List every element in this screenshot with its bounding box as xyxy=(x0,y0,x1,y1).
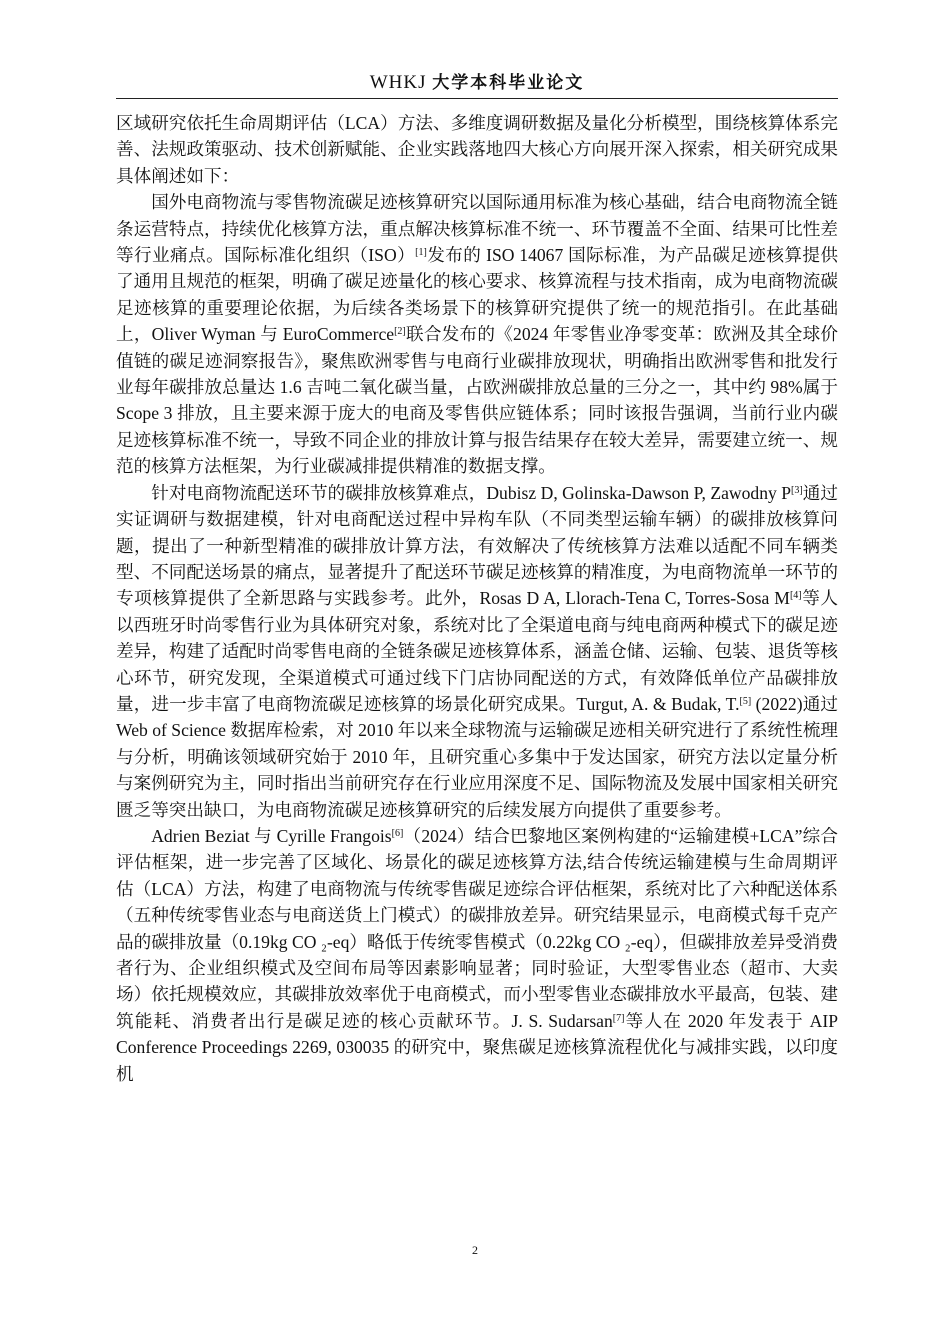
body-text xyxy=(116,110,838,1087)
paragraph-text: 针对电商物流配送环节的碳排放核算难点，Dubisz D, Golinska-Dawson P, Zawodny P xyxy=(151,482,792,503)
paragraph-text: 等人在 2020 年发表于 AIP Conference Proceedings 2269, 030035 的研究中，聚焦碳足迹核算流程优化与减排实践，以印度机 xyxy=(116,1010,838,1084)
citation-marker: [4] xyxy=(789,590,802,602)
citation-marker: [5] xyxy=(739,695,752,707)
paragraph-text: 等人以西班牙时尚零售行业为具体研究对象，系统对比了全渠道电商与纯电商两种模式下的碳足迹差异，构建了适配时尚零售电商的全链条碳足迹核算体系，涵盖仓储、运输、包装、退货等核心环节，研究发现，全渠道模式可通过线下门店协同配送的方式，有效降低单位产品碳排放量，进一步丰富了电商物流碳足迹核算的场景化研究成果。Turgut, A. & Budak, T. xyxy=(116,588,838,714)
page-header xyxy=(116,68,838,99)
header-title: 大学本科毕业论文 xyxy=(432,73,585,93)
citation-marker: [3] xyxy=(791,484,803,496)
paragraph-text: （2024）结合巴黎地区案例构建的“运输建模+LCA”综合评估框架，进一步完善了区域化、场景化的碳足迹核算方法,结合传统运输建模与生命周期评估（LCA）方法，构建了电商物流与传统零售碳足迹综合评估框架，系统对比了六种配送体系（五种传统零售业态与电商送货上门模式）的碳排放差异。研究结果显示，电商模式每千克产品的碳排放量（0.19kg CO ₂-eq）略低于传统零售模式（0.22kg CO ₂-eq），但碳排放差异受消费者行为、企业组织模式及空间布局等因素影响显著；同时验证，大型零售业态（超市、大卖场）依托规模效应，其碳排放效率优于电商模式，而小型零售业态碳排放水平最高，包装、建筑能耗、消费者出行是碳足迹的核心贡献环节。J. S. Sudarsan xyxy=(116,825,838,1031)
paragraph-text: 区域研究依托生命周期评估（LCA）方法、多维度调研数据及量化分析模型，围绕核算体系完善、法规政策驱动、技术创新赋能、企业实践落地四大核心方向展开深入探索，相关研究成果具体阐述如下： xyxy=(116,113,838,186)
header-latin: WHKJ xyxy=(369,72,427,93)
paragraph-text: Adrien Beziat 与 Cyrille Frangois xyxy=(151,825,392,846)
citation-marker: [1] xyxy=(415,247,427,259)
citation-marker: [2] xyxy=(394,326,406,338)
paragraph-text: (2022)通过 Web of Science 数据库检索，对 2010 年以来全球物流与运输碳足迹相关研究进行了系统性梳理与分析，明确该领域研究始于 2010 年，且研究重心多集中于发达国家，研究方法以定量分析与案例研究为主，同时指出当前研究存在行业应用深度不足、国际物流及发展中国家相关研究匮乏等突出缺口，为电商物流碳足迹核算研究的后续发展方向提供了重要参考。 xyxy=(116,693,838,820)
paragraph-text: 国外电商物流与零售物流碳足迹核算研究以国际通用标准为核心基础，结合电商物流全链条运营特点，持续优化核算方法，重点解决核算标准不统一、环节覆盖不全面、结果可比性差等行业痛点。国际标准化组织（ISO） xyxy=(116,192,838,266)
citation-marker: [7] xyxy=(612,1012,625,1024)
citation-marker: [6] xyxy=(391,827,404,839)
paragraph-text: 发布的 ISO 14067 国际标准，为产品碳足迹核算提供了通用且规范的框架，明确了碳足迹量化的核心要求、核算流程与技术指南，成为电商物流碳足迹核算的重要理论依据，为后续各类场景下的核算研究提供了统一的规范指引。在此基础上，Oliver Wyman 与 EuroCommerce xyxy=(116,245,838,345)
paragraph xyxy=(116,189,838,479)
paragraph-text: 联合发布的《2024 年零售业净零变革：欧洲及其全球价值链的碳足迹洞察报告》，聚焦欧洲零售与电商行业碳排放现状，明确指出欧洲零售和批发行业每年碳排放总量达 1.6 吉吨二氧化碳当量，占欧洲碳排放总量的三分之一，其中约 98%属于 Scope 3 排放，且主要来源于庞大的电商及零售供应链体系；同时该报告强调，当前行业内碳足迹核算标准不统一，导致不同企业的排放计算与报告结果存在较大差异，需要建立统一、规范的核算方法框架，为行业碳减排提供精准的数据支撑。 xyxy=(116,324,838,477)
page-number: 2 xyxy=(472,1243,478,1257)
paragraph-text: 通过实证调研与数据建模，针对电商配送过程中异构车队（不同类型运输车辆）的碳排放核算问题，提出了一种新型精准的碳排放计算方法，有效解决了传统核算方法难以适配不同车辆类型、不同配送场景的痛点，显著提升了配送环节碳足迹核算的精准度，为电商物流单一环节的专项核算提供了全新思路与实践参考。此外，Rosas D A, Llorach-Tena C, Torres-Sosa M xyxy=(116,482,838,609)
paragraph xyxy=(116,480,838,823)
paragraph xyxy=(116,823,838,1087)
paragraph xyxy=(116,110,838,189)
